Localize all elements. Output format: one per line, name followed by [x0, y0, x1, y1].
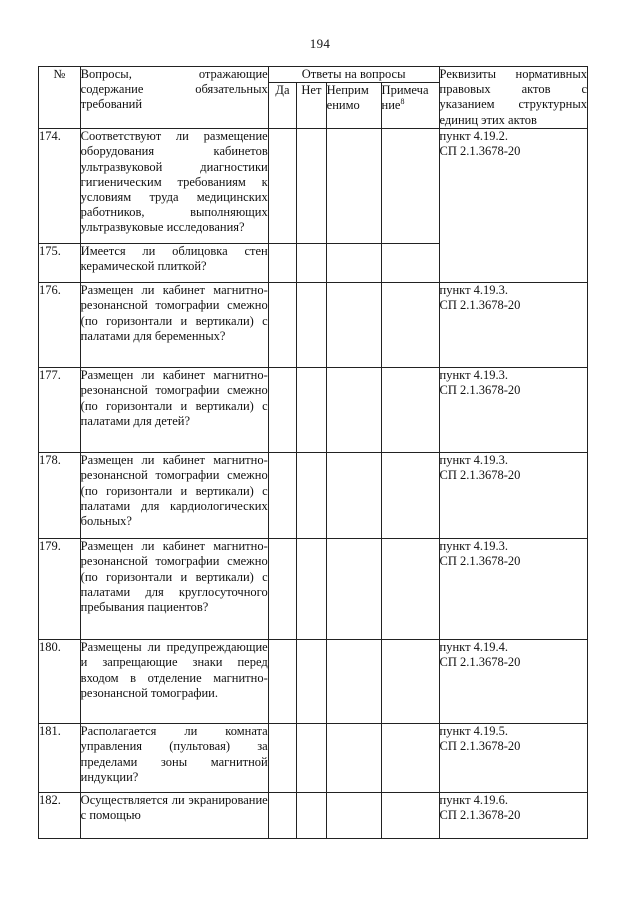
- header-requisites: Реквизиты нормативных правовых актов с указанием структурных единиц этих актов: [439, 67, 587, 129]
- footnote-mark: 8: [400, 97, 405, 107]
- header-num: №: [39, 67, 81, 129]
- ref-point: пункт 4.19.5.: [439, 724, 509, 739]
- answer-no-cell[interactable]: [297, 244, 326, 283]
- header-yes: Да: [268, 83, 296, 129]
- answer-na-cell[interactable]: [326, 640, 381, 724]
- ref-doc: СП 2.1.3678-20: [439, 298, 521, 313]
- answer-no-cell[interactable]: [297, 539, 326, 640]
- table-row: [39, 283, 588, 368]
- header-na-line2: енимо: [326, 98, 360, 113]
- answer-note-cell[interactable]: [381, 368, 439, 453]
- ref-point: пункт 4.19.3.: [439, 368, 509, 383]
- ref-point: пункт 4.19.3.: [439, 453, 509, 468]
- answer-na-cell[interactable]: [326, 453, 381, 539]
- answer-yes-cell[interactable]: [268, 793, 296, 839]
- table-row: [39, 244, 588, 283]
- row-number: 176.: [39, 283, 81, 368]
- answer-yes-cell[interactable]: [268, 724, 296, 793]
- answer-no-cell[interactable]: [297, 640, 326, 724]
- answer-na-cell[interactable]: [326, 129, 381, 244]
- row-requisites: [439, 640, 587, 724]
- table-row: [39, 724, 588, 793]
- answer-no-cell[interactable]: [297, 283, 326, 368]
- header-note-line1: Примеча: [381, 83, 429, 98]
- answer-na-cell[interactable]: [326, 539, 381, 640]
- row-number: 174.: [39, 129, 81, 244]
- answer-na-cell[interactable]: [326, 724, 381, 793]
- row-question: Осуществляется ли экранирование с помощью: [80, 793, 268, 839]
- answer-yes-cell[interactable]: [268, 244, 296, 283]
- answer-na-cell[interactable]: [326, 368, 381, 453]
- row-number: 175.: [39, 244, 81, 283]
- ref-doc: СП 2.1.3678-20: [439, 739, 521, 754]
- header-note: [381, 83, 439, 129]
- row-number: 182.: [39, 793, 81, 839]
- table-row: [39, 539, 588, 640]
- answer-no-cell[interactable]: [297, 724, 326, 793]
- row-question: Располагается ли комната управления (пультовая) за пределами зоны магнитной индукции?: [80, 724, 268, 793]
- row-question: Размещен ли кабинет магнитно-резонансной томографии смежно (по горизонтали и вертикали) с палатами для беременных?: [80, 283, 268, 368]
- ref-doc: СП 2.1.3678-20: [439, 655, 521, 670]
- requirements-table: [38, 66, 588, 839]
- header-not-applicable: [326, 83, 381, 129]
- table-row: [39, 368, 588, 453]
- row-requisites: [439, 129, 587, 244]
- row-requisites: [439, 453, 587, 539]
- table-row: [39, 793, 588, 839]
- ref-doc: СП 2.1.3678-20: [439, 468, 521, 483]
- ref-doc: СП 2.1.3678-20: [439, 554, 521, 569]
- answer-na-cell[interactable]: [326, 283, 381, 368]
- answer-note-cell[interactable]: [381, 640, 439, 724]
- row-requisites: [439, 368, 587, 453]
- row-question: Размещен ли кабинет магнитно-резонансной томографии смежно (по горизонтали и вертикали) с палатами для кардиологических больных?: [80, 453, 268, 539]
- row-number: 178.: [39, 453, 81, 539]
- header-answers: Ответы на вопросы: [268, 67, 439, 83]
- answer-note-cell[interactable]: [381, 244, 439, 283]
- answer-note-cell[interactable]: [381, 793, 439, 839]
- ref-doc: СП 2.1.3678-20: [439, 144, 521, 159]
- answer-yes-cell[interactable]: [268, 453, 296, 539]
- answer-yes-cell[interactable]: [268, 368, 296, 453]
- answer-note-cell[interactable]: [381, 453, 439, 539]
- answer-na-cell[interactable]: [326, 244, 381, 283]
- header-no: Нет: [297, 83, 326, 129]
- row-requisites: [439, 539, 587, 640]
- ref-point: пункт 4.19.3.: [439, 539, 509, 554]
- row-question: Размещен ли кабинет магнитно-резонансной томографии смежно (по горизонтали и вертикали) с палатами для детей?: [80, 368, 268, 453]
- header-na-line1: Неприм: [326, 83, 369, 98]
- answer-no-cell[interactable]: [297, 793, 326, 839]
- row-requisites: [439, 244, 587, 283]
- answer-yes-cell[interactable]: [268, 640, 296, 724]
- answer-no-cell[interactable]: [297, 453, 326, 539]
- ref-doc: СП 2.1.3678-20: [439, 383, 521, 398]
- row-question: Размещены ли предупреждающие и запрещающие знаки перед входом в отделение магнитно-резонансной томографии.: [80, 640, 268, 724]
- ref-doc: СП 2.1.3678-20: [439, 808, 521, 823]
- answer-note-cell[interactable]: [381, 724, 439, 793]
- answer-note-cell[interactable]: [381, 283, 439, 368]
- table-row: [39, 640, 588, 724]
- page-number: 194: [309, 36, 331, 51]
- ref-point: пункт 4.19.4.: [439, 640, 509, 655]
- answer-no-cell[interactable]: [297, 129, 326, 244]
- header-question: Вопросы, отражающие содержание обязательных требований: [80, 67, 268, 129]
- answer-yes-cell[interactable]: [268, 283, 296, 368]
- answer-note-cell[interactable]: [381, 129, 439, 244]
- ref-point: пункт 4.19.3.: [439, 283, 509, 298]
- row-number: 177.: [39, 368, 81, 453]
- row-requisites: [439, 724, 587, 793]
- row-number: 179.: [39, 539, 81, 640]
- row-question: Соответствуют ли размещение оборудования кабинетов ультразвуковой диагностики гигиеническим требованиям к условиям труда медицинских работников, выполняющих ультразвуковые исследования?: [80, 129, 268, 244]
- header-note-line2: ние: [381, 98, 401, 113]
- row-requisites: [439, 793, 587, 839]
- row-question: Имеется ли облицовка стен керамической плиткой?: [80, 244, 268, 283]
- answer-note-cell[interactable]: [381, 539, 439, 640]
- table-row: [39, 453, 588, 539]
- answer-yes-cell[interactable]: [268, 129, 296, 244]
- answer-na-cell[interactable]: [326, 793, 381, 839]
- answer-yes-cell[interactable]: [268, 539, 296, 640]
- answer-no-cell[interactable]: [297, 368, 326, 453]
- row-requisites: [439, 283, 587, 368]
- row-number: 181.: [39, 724, 81, 793]
- row-question: Размещен ли кабинет магнитно-резонансной томографии смежно (по горизонтали и вертикали) с палатами для круглосуточного пребывания пациентов?: [80, 539, 268, 640]
- ref-point: пункт 4.19.6.: [439, 793, 509, 808]
- ref-point: пункт 4.19.2.: [439, 129, 509, 144]
- header-row-1: [39, 67, 588, 83]
- table-row: [39, 129, 588, 244]
- row-number: 180.: [39, 640, 81, 724]
